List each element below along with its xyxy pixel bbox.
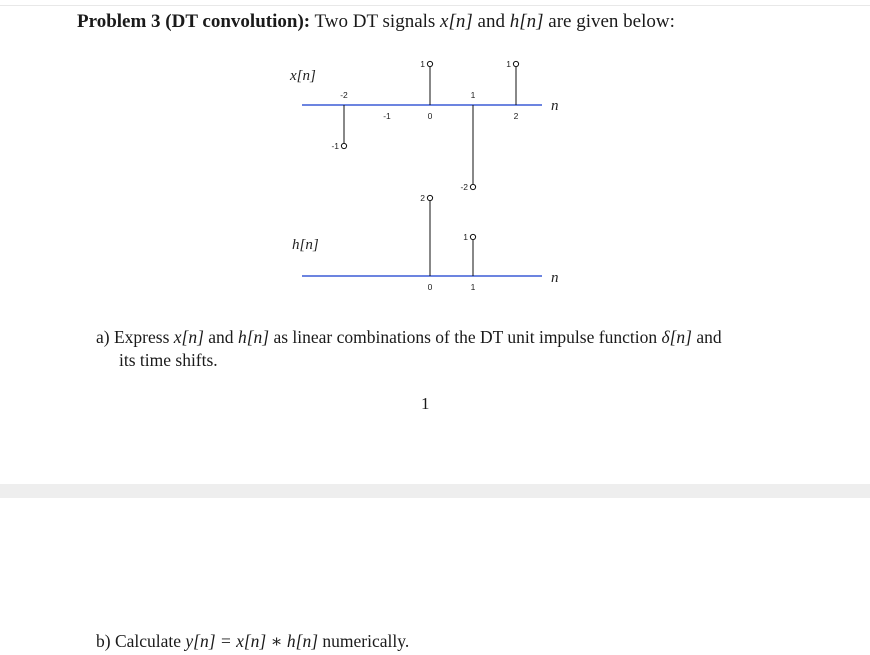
x-plot-stems [331, 59, 518, 192]
x-stem-marker-2 [513, 61, 518, 66]
h-value-label: 2 [420, 193, 425, 203]
question-a-signal-h: h[n] [237, 327, 270, 347]
x-value-label: -2 [460, 182, 468, 192]
x-index-label: -1 [383, 111, 391, 121]
question-b-text: Calculate [114, 631, 182, 651]
question-a [96, 326, 796, 372]
x-stem-marker--2 [341, 143, 346, 148]
question-a-text-2: as linear combinations of the DT unit impulse function [273, 327, 658, 347]
x-index-label: -2 [340, 90, 348, 100]
question-b-equation: y[n] = x[n] ∗ h[n] [185, 631, 319, 651]
x-value-label: 1 [420, 59, 425, 69]
problem-title: Problem 3 (DT convolution): [77, 11, 311, 32]
h-plot-stems [420, 193, 475, 292]
question-b [96, 631, 409, 652]
question-b-label: b) [96, 631, 111, 651]
question-a-text: Express [113, 327, 170, 347]
x-index-label: 1 [470, 90, 476, 100]
h-plot-axis-label: n [551, 270, 559, 286]
x-value-label: 1 [506, 59, 511, 69]
question-a-signal-x: x[n] [173, 327, 204, 347]
intro-text: Two DT signals [314, 11, 436, 32]
question-a-and-2: and [696, 327, 722, 347]
x-index-label: 2 [513, 111, 519, 121]
question-a-and: and [208, 327, 234, 347]
question-a-delta: δ[n] [661, 327, 692, 347]
x-plot-label: x[n] [290, 68, 316, 84]
x-value-label: -1 [331, 141, 339, 151]
h-index-label: 0 [427, 282, 433, 292]
h-value-label: 1 [463, 232, 468, 242]
signal-stem-plots [0, 0, 870, 320]
intro-signal-h: h[n] [509, 11, 544, 32]
x-index-label: 0 [427, 111, 433, 121]
intro-suffix: are given below: [548, 11, 675, 32]
h-index-label: 1 [470, 282, 476, 292]
x-stem-marker-0 [427, 61, 432, 66]
h-plot-label: h[n] [292, 237, 319, 253]
h-stem-marker-1 [470, 234, 475, 239]
h-stem-marker-0 [427, 195, 432, 200]
question-b-text-2: numerically. [322, 631, 410, 651]
page-number: 1 [421, 394, 430, 413]
page-break [0, 484, 870, 498]
intro-and: and [477, 11, 505, 32]
x-plot-axis-label: n [551, 98, 559, 114]
question-a-continuation: its time shifts. [119, 350, 218, 370]
intro-signal-x: x[n] [440, 11, 473, 32]
x-stem-marker-1 [470, 184, 475, 189]
question-a-label: a) [96, 327, 110, 347]
